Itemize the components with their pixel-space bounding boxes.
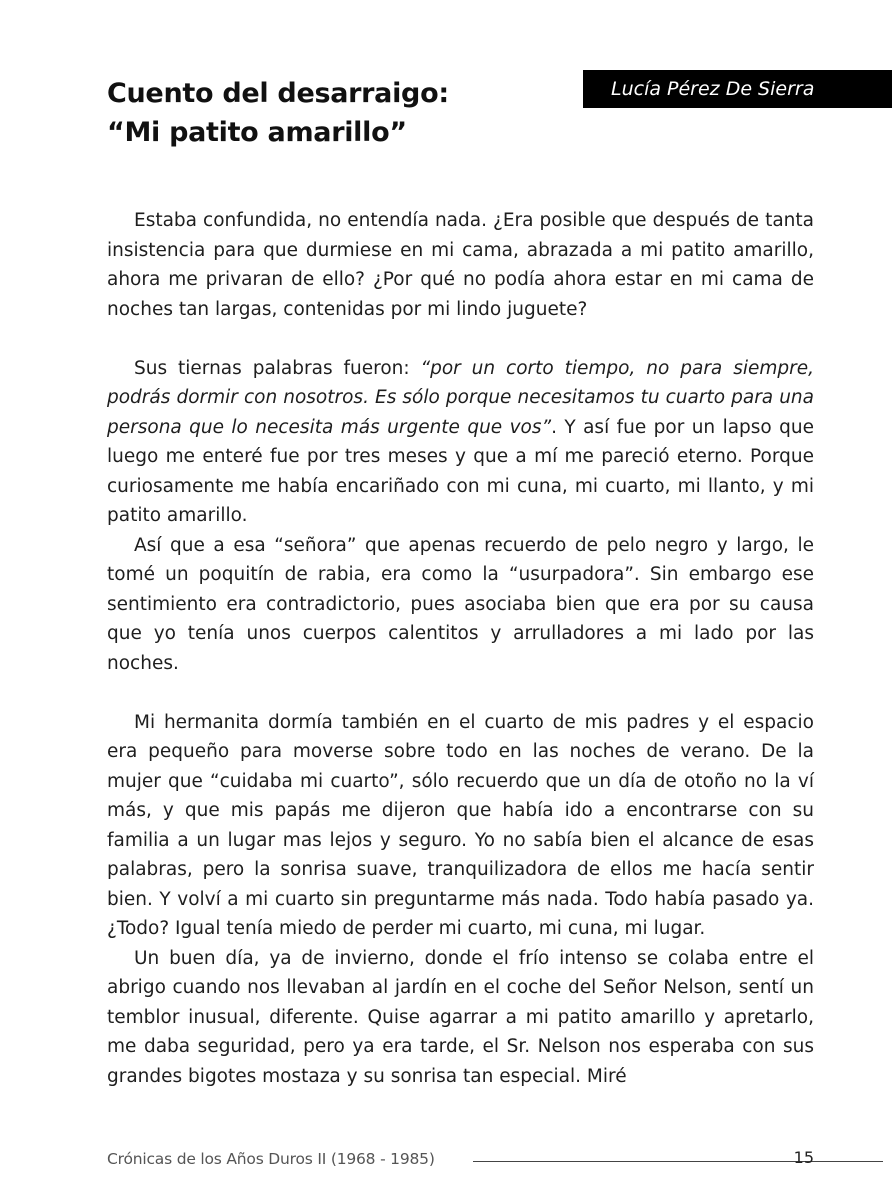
paragraph-2 <box>107 354 814 531</box>
story-title <box>107 74 567 152</box>
paragraph-1: Estaba confundida, no entendía nada. ¿Era posible que después de tanta insistencia para que durmiese en mi cama, abrazada a mi patito amarillo, ahora me privaran de ello? ¿Por qué no podía ahora estar en mi cama de noches tan largas, contenidas por mi lindo juguete? <box>107 210 814 320</box>
author-badge <box>583 70 892 108</box>
story-body <box>107 206 814 1091</box>
page-number: 15 <box>793 1148 814 1167</box>
footer-book-title: Crónicas de los Años Duros II (1968 - 1985) <box>107 1150 435 1168</box>
footer-divider <box>473 1161 883 1162</box>
paragraph-5: Un buen día, ya de invierno, donde el frío intenso se colaba entre el abrigo cuando nos llevaban al jardín en el coche del Señor Nelson, sentí un temblor inusual, diferente. Quise agarrar a mi patito amarillo y apretarlo, me daba seguridad, pero ya era tarde, el Sr. Nelson nos esperaba con sus grandes bigotes mostaza y su sonrisa tan especial. Miré <box>107 947 814 1087</box>
paragraph-3: Así que a esa “señora” que apenas recuerdo de pelo negro y largo, le tomé un poquitín de rabia, era como la “usurpadora”. Sin embargo ese sentimiento era contradictorio, pues asociaba bien que era por su causa que yo tenía unos cuerpos calentitos y arrulladores a mi lado por las noches. <box>107 534 814 674</box>
author-name: Lucía Pérez De Sierra <box>611 78 815 100</box>
story-title-line-2: “Mi patito amarillo” <box>107 117 407 148</box>
paragraph-2-quote: “por un corto tiempo, no para siempre, podrás dormir con nosotros. Es sólo porque necesitamos tu cuarto para una persona que lo necesita más urgente que vos” <box>107 357 814 438</box>
paragraph-2-intro: Sus tiernas palabras fueron: <box>134 357 421 379</box>
story-title-line-1: Cuento del desarraigo: <box>107 78 449 109</box>
paragraph-2-rest: . Y así fue por un lapso que luego me enteré fue por tres meses y que a mí me pareció eterno. Porque curiosamente me había encariñado con mi cuna, mi cuarto, mi llanto, y mi patito amarillo. <box>107 416 814 526</box>
page-footer <box>107 1146 814 1174</box>
paragraph-4: Mi hermanita dormía también en el cuarto de mis padres y el espacio era pequeño para moverse sobre todo en las noches de verano. De la mujer que “cuidaba mi cuarto”, sólo recuerdo que un día de otoño no la ví más, y que mis papás me dijeron que había ido a encontrarse con su familia a un lugar mas lejos y seguro. Yo no sabía bien el alcance de esas palabras, pero la sonrisa suave, tranquilizadora de ellos me hacía sentir bien. Y volví a mi cuarto sin preguntarme más nada. Todo había pasado ya. ¿Todo? Igual tenía miedo de perder mi cuarto, mi cuna, mi lugar. <box>107 711 814 939</box>
